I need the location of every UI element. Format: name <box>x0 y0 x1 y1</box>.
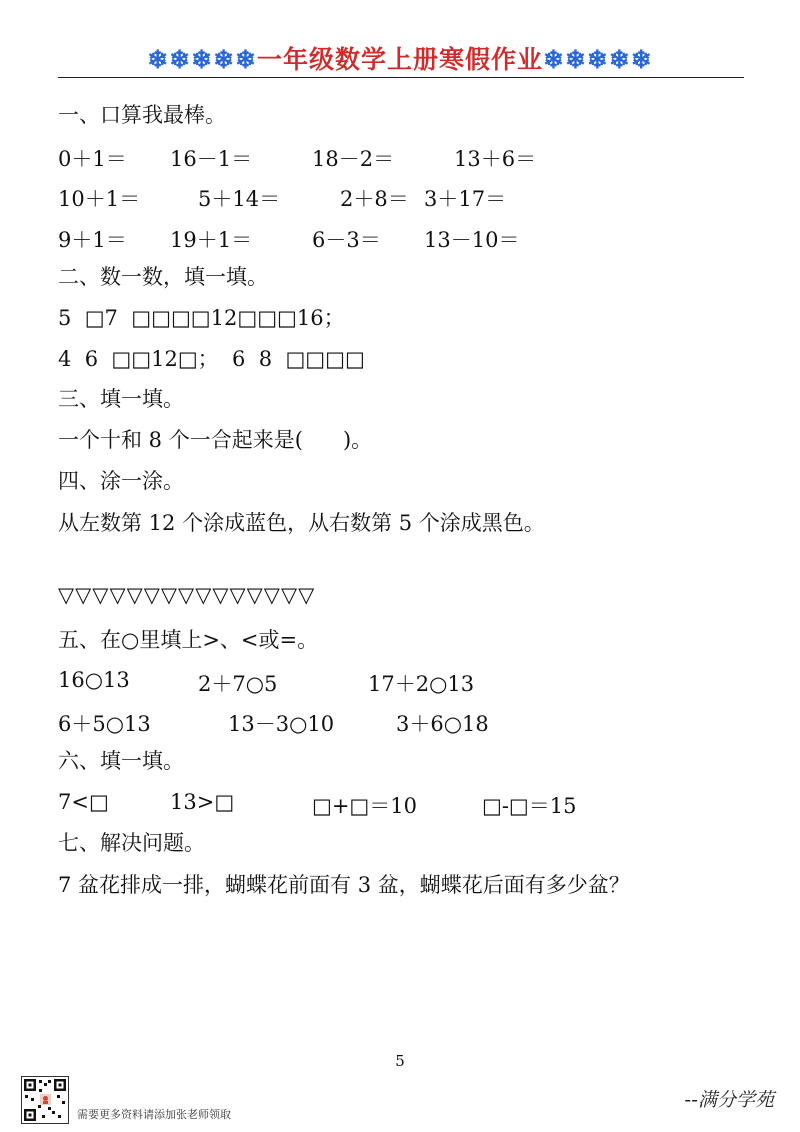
page-title: 一年级数学上册寒假作业 <box>256 45 543 74</box>
snowflake-icon: ❄❄❄❄❄ <box>543 45 653 74</box>
compare-problem: 13－3○10 <box>228 712 335 736</box>
math-problem: 16－1＝ <box>170 147 253 171</box>
snowflake-icon: ❄❄❄❄❄ <box>147 45 257 74</box>
compare-problem: 16○13 <box>58 668 130 692</box>
compare-problem: 2＋7○5 <box>198 672 278 696</box>
section-title: 四、涂一涂。 <box>58 469 184 493</box>
math-problem: 18－2＝ <box>312 147 395 171</box>
section-title: 六、填一填。 <box>58 749 184 773</box>
page-number: 5 <box>395 1052 405 1070</box>
fill-box-problem: 13>□ <box>170 790 235 814</box>
compare-problem: 17＋2○13 <box>368 672 475 696</box>
triangle-row: ▽▽▽▽▽▽▽▽▽▽▽▽▽▽▽ <box>58 583 316 607</box>
qr-code-icon <box>21 1076 69 1124</box>
math-problem: 13＋6＝ <box>454 147 537 171</box>
math-problem: 6－3＝ <box>312 228 381 252</box>
brand-watermark: --满分学苑 <box>684 1089 774 1111</box>
worksheet-header <box>0 40 800 76</box>
compare-problem: 3＋6○18 <box>396 712 489 736</box>
compare-problem: 6＋5○13 <box>58 712 151 736</box>
math-problem: 3＋17＝ <box>424 187 507 211</box>
number-sequence: 4 6 □□12□； 6 8 □□□□ <box>58 347 365 371</box>
math-problem: 2＋8＝ <box>340 187 409 211</box>
fill-box-problem: □+□＝10 <box>312 794 417 818</box>
footer-note: 需要更多资料请添加张老师领取 <box>77 1108 231 1121</box>
section-title: 五、在○里填上>、<或=。 <box>58 628 319 652</box>
section-title: 一、口算我最棒。 <box>58 103 226 127</box>
section-title: 七、解决问题。 <box>58 831 205 855</box>
fill-box-problem: 7<□ <box>58 790 109 814</box>
math-problem: 19＋1＝ <box>170 228 253 252</box>
coloring-instruction: 从左数第 12 个涂成蓝色，从右数第 5 个涂成黑色。 <box>58 511 545 535</box>
number-sequence: 5 □7 □□□□12□□□16； <box>58 306 345 330</box>
header-divider <box>58 77 744 78</box>
section-title: 三、填一填。 <box>58 387 184 411</box>
math-problem: 0＋1＝ <box>58 147 127 171</box>
math-problem: 13－10＝ <box>424 228 520 252</box>
fill-in-question: 一个十和 8 个一合起来是( )。 <box>58 428 373 452</box>
word-problem: 7 盆花排成一排，蝴蝶花前面有 3 盆，蝴蝶花后面有多少盆？ <box>58 873 630 897</box>
fill-box-problem: □-□＝15 <box>482 794 577 818</box>
math-problem: 10＋1＝ <box>58 187 141 211</box>
section-title: 二、数一数，填一填。 <box>58 265 268 289</box>
math-problem: 9＋1＝ <box>58 228 127 252</box>
math-problem: 5＋14＝ <box>198 187 281 211</box>
